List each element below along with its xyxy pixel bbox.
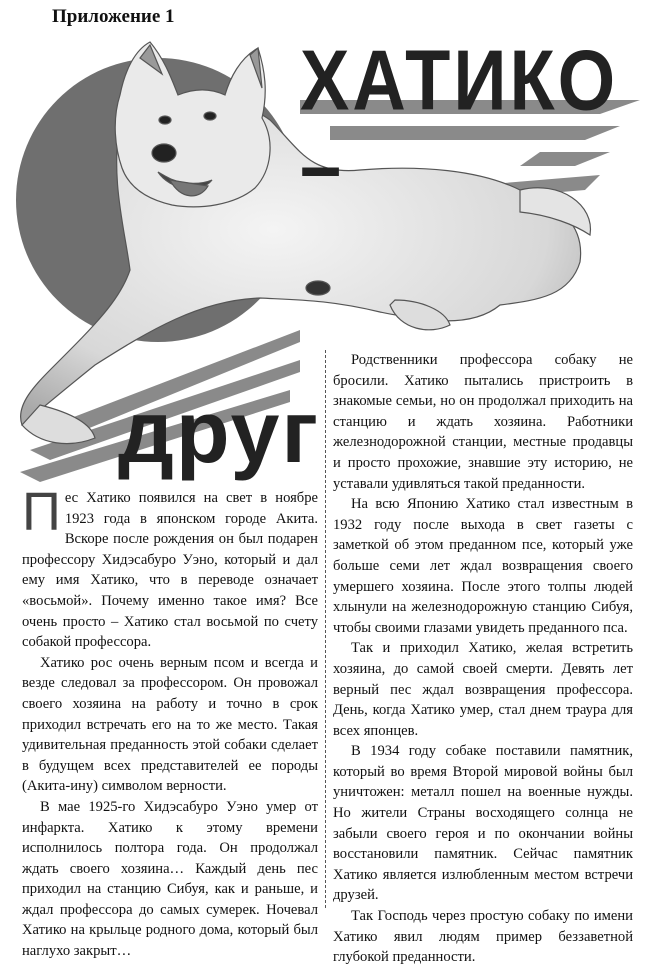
article-column-left: [22, 482, 318, 962]
article-subtitle: друг: [118, 382, 321, 481]
article-paragraph: Родственники профессора собаку не бросили. Хатико пытались пристроить в знакомые семьи, но он продолжал приходить на станцию и ждать хозяина. Работники железнодорожной станции, местные продавцы и просто прохожие, знавшие эту историю, не уставали удивляться такой преданности.: [333, 352, 633, 492]
article-paragraph: Так Господь через простую собаку по имени Хатико явил людям пример беззаветной глубокой преданности.: [333, 908, 633, 966]
article-paragraph: Так и приходил Хатико, желая встретить хозяина, до самой своей смерти. Девять лет верный пес ждал возвращения профессора. День, когда Хатико умер, стал днем траура для всех японцев.: [333, 640, 633, 739]
article-column-right: [333, 350, 633, 968]
drop-cap: П: [22, 482, 61, 542]
appendix-label: Приложение 1: [52, 6, 175, 27]
article-paragraph: Пес Хатико появился на свет в ноябре 1923 года в японском городе Акита. Вскоре после рождения он был подарен профессору Хидэсабуро Уэно, который и дал ему имя Хатико, что в переводе означает «восьмой». Почему именно такое имя? Все очень просто – Хатико стал восьмой по счету собакой профессора.: [22, 482, 318, 651]
article-paragraph: В 1934 году собаке поставили памятник, который во время Второй мировой войны был уничтожен: металл пошел на военные нужды. Но жители Страны восходящего солнца не забыли своего героя и по окончании войны восстановили памятник. Сейчас памятник Хатико является излюбленным местом встречи друзей.: [333, 743, 633, 904]
article-paragraph: Хатико рос очень верным псом и всегда и везде следовал за профессором. Он провожал своего хозяина на работу и точно в срок приходил встречать его на то же место. Такая удивительная преданность этой собаки сделает в будущем всех представителей ее породы (Акита-ину) символом верности.: [22, 654, 318, 795]
column-divider: [325, 350, 326, 908]
article-paragraph: В мае 1925-го Хидэсабуро Уэно умер от инфаркта. Хатико к этому времени исполнилось полтора года. Он продолжал ждать своего хозяина… Каждый день пес приходил на станцию Сибуя, как и раньше, и ждал профессора до самых сумерек. Ночевал Хатико на крыльце родного дома, который был наглухо закрыт…: [22, 798, 318, 960]
article-paragraph: На всю Японию Хатико стал известным в 1932 году после выхода в свет газеты с заметкой об этом преданном псе, который уже больше семи лет ждал возвращения своего умершего хозяина. После этого толпы людей хлынули на железнодорожную станцию Сибуя, чтобы своими глазами увидеть преданного пса.: [333, 496, 633, 636]
article-title: ХАТИКО –: [300, 32, 619, 213]
